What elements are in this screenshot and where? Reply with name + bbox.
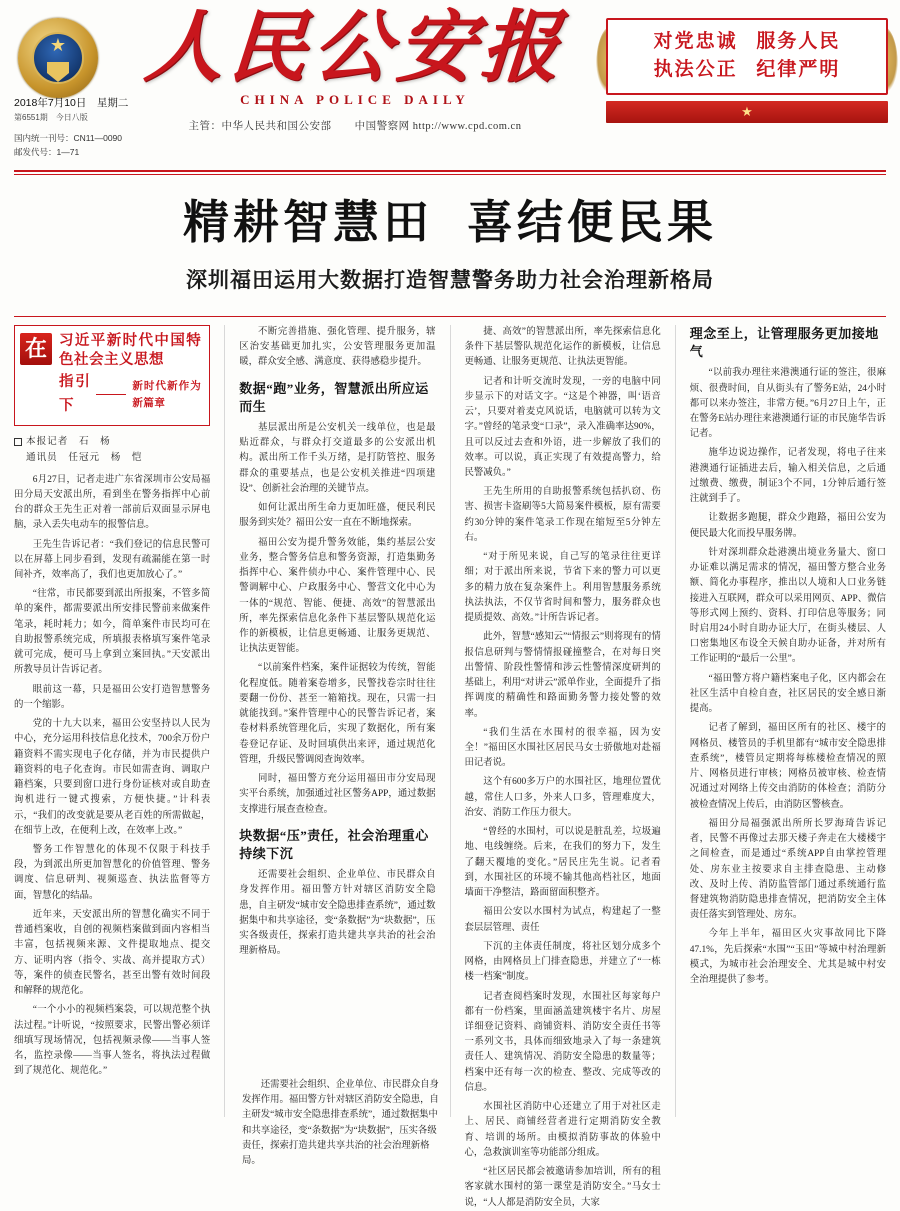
byline <box>14 434 210 467</box>
issue-meta <box>14 96 134 158</box>
slogan-2b: 纪律严明 <box>756 58 841 80</box>
paragraph: 还需要社会组织、企业单位、市民群众自身发挥作用。福田警方针对辖区消防安全隐患，自主研发“城市安全隐患排查系统”，通过数据集中和共享途径，变“条数据”为“块数据”，压实各级责任，探索打造共建共享共治的社会治理新格局。 <box>242 1080 439 1167</box>
slogan-2a: 执法公正 <box>653 58 738 80</box>
paragraph: 捷、高效”的智慧派出所，率先探索信息化条件下基层警队规范化运作的新模板，让信息更畅通、让服务更规范、让执法更智能。 <box>464 326 661 368</box>
section-heading-3: 理念至上，让管理服务更加接地气 <box>689 325 879 360</box>
paragraph: 基层派出所是公安机关一线单位，也是最贴近群众，与群众打交道最多的公安派出机构。派出所工作千头万绪，是打防管控、服务群众的重要基点，也是公安机关推进“四项建设”、创新社会治理的关键节点。 <box>239 422 436 494</box>
paper-title: 人民公安报 <box>141 4 569 91</box>
paragraph: “一个小小的视频档案袋，可以规范整个执法过程。”计听说，“按照要求，民警出警必须详细填写现场情况，包括视频录像——当事人签名，监控录像——当事人签名，将执法过程做到了规范化、规范化。” <box>14 1005 211 1077</box>
campaign-banner <box>14 325 210 426</box>
paragraph: 如何让派出所生命力更加旺盛，便民利民服务到实处？福田公安一直在不断地探索。 <box>239 503 436 529</box>
paragraph: 同时，福田警方充分运用福田市分安局现实平台系统，加强通过社区警务APP，通过数据支撑进行展查查检查。 <box>239 774 436 815</box>
headline-left: 精耕智慧田 <box>183 197 433 248</box>
red-star-bar <box>606 101 888 123</box>
paragraph: 福田分局福强派出所所长罗海琦告诉记者，民警不再像过去那天楼子奔走在大楼楼宇之间检查，而是通过“系统APP自由掌控管理处、房东业主按要求自主排查隐患、主动修改、及时上传、消防监管部门通过系统通行监督建筑物消防隐患排查情况，把消防安全主体责任落实到管理处、房东。 <box>689 818 886 921</box>
paragraph: 让数据多跑腿，群众少跑路，福田公安为便民最大化而投早服务牌。 <box>689 513 886 539</box>
column-divider <box>450 325 451 1117</box>
section-heading-1: 数据“跑”业务，智慧派出所应运而生 <box>239 380 429 414</box>
paragraph: “社区居民都会被邀请参加培训，所有的租客家就水围村的第一课堂是消防安全。”马女士说，“人人都是消防安全员，大家 <box>464 1167 661 1208</box>
paragraph: 今年上半年，福田区火灾事故同比下降47.1%，先后探索“水围”“玉田”等城中村治理新模式，为城市社会治理安全、尤其是城中村安全治理提供了参考。 <box>689 929 886 986</box>
byline-reporter-text: 本报记者 石 杨 <box>26 435 111 447</box>
byline-correspondent: 通讯员 任冠元 杨 恺 <box>26 452 143 464</box>
banner-badge: 在 <box>20 333 52 365</box>
column-divider <box>675 325 676 1117</box>
issue-date: 2018年7月10日 星期二 <box>14 97 129 109</box>
article-body <box>0 317 900 1208</box>
slogan-line-1 <box>618 28 876 56</box>
paragraph: “曾经的水围村，可以说是脏乱差，垃圾遍地、电线缠绕。后来，在我们的努力下，发生了翻天覆地的变化。”居民庄先生说。记者看到，水围社区的环境不输其他高档社区，地面墙面干净整洁，路面留面积整齐。 <box>464 827 661 899</box>
headline-zone <box>0 175 900 302</box>
column-divider <box>224 325 225 1117</box>
paragraph: 6月27日，记者走进广东省深圳市公安局福田分局天安派出所，看到坐在警务指挥中心前台的群众王先生正对着一部前后双面显示屏电脑，录入丢失电动车的报警信息。 <box>14 474 211 531</box>
slogan-line-2 <box>618 56 876 84</box>
banner-line-1: 习近平新时代中国特色社会主义思想 <box>59 332 202 369</box>
paragraph: 此外，智慧“感知云”“情报云”则将现有的情报信息研判与警情情报碰撞整合，在对每日突出警情、阶段性警情和涉云性警情深度研判的基础上，利用“对讲云”派单作业，全面提升了指挥调度的精确性和路面勤务警力接处警的效率。 <box>464 632 661 719</box>
masthead <box>0 0 900 168</box>
slogan-box <box>606 18 888 123</box>
column-2-tail <box>242 1078 442 1169</box>
paragraph: “我们生活在水围村的很幸福，因为安全！”福田区水围社区居民马女士骄傲地对赴福田记者说。 <box>464 727 661 769</box>
paragraph: 王先生告诉记者：“我们登记的信息民警可以在屏幕上同步看到，发现有疏漏能在第一时间补齐，效率高了，我们也更加放心了。” <box>14 539 211 580</box>
publication-line <box>104 118 606 133</box>
paragraph: 党的十九大以来，福田公安坚持以人民为中心，充分运用科技信息化技术，700余万份户籍资料不需实现电子化存储，并为市民提供户籍资料的电子化查询。市民如需查询、调取户籍档案，只要到窗口进行身份证核对或自助查询机进行一键式搜索，方便快捷。”计科表示，“我们的改变就是要从老百姓的所需做起，在细节上改，在便利上改，在效率上改。” <box>14 719 211 836</box>
banner-dash-icon <box>96 394 126 395</box>
subheadline: 深圳福田运用大数据打造智慧警务助力社会治理新格局 <box>186 267 714 292</box>
section-heading-2: 块数据“压”责任，社会治理重心持续下沉 <box>239 827 429 862</box>
post-code: 邮发代号：1—71 <box>14 146 80 157</box>
sponsor-text: 主管：中华人民共和国公安部 <box>188 121 332 133</box>
headline-right: 喜结便民果 <box>467 197 717 248</box>
paragraph: 不断完善措施、强化管理、提升服务，辖区治安基础更加扎实，公安管理服务更加温暖，群众安全感、满意度、获得感稳步提升。 <box>239 326 436 368</box>
paragraph: 王先生所用的自助报警系统包括扒窃、伤害、损害卡盗刷等5大简易案件模板，原有需要约30分钟的案件笔录工作现在缩短至5分钟左右。 <box>464 487 661 543</box>
masthead-divider <box>14 170 886 172</box>
paragraph: “往常，市民都要到派出所报案，不管多简单的案件，都需要派出所安排民警前来做案件笔录，耗时耗力；如今，简单案件市民均可在自助报警系统完成，所填报表格填写案件笔录就可完成，便可马上拿到立案回执。”天安派出所教导员计告诉记者。 <box>14 589 211 676</box>
paragraph: 记者了解到，福田区所有的社区、楼宇的网格员、楼管员的手机里都有“城市安全隐患排查系统”，楼管员定期将每栋楼检查情况的照片、网格员进行审核；网格员被审核、检查情况通过对网络上传交由消防的体检查；消防分被检查情况上传后，由消防区警核查。 <box>689 723 886 810</box>
paper-title-en: CHINA POLICE DAILY <box>240 92 470 108</box>
issue-number: 第6551期 今日八版 <box>14 112 88 122</box>
cn-code: 国内统一刊号：CN11—0090 <box>14 132 123 143</box>
paragraph: 针对深圳群众赴港澳出境业务量大、窗口办证难以满足需求的情况，福田警方整合业务额、简化办事程序，推出以人境和人口业务链接进入互联网，群众可以采用网页、APP、微信等形式网上预约、资料、打印信息等服务；同时启用24小时自助办证大厅，在街头楼层、人口密集地区布设全天候自助办证备，并对所有工作证明的“最后一公里”。 <box>689 547 886 665</box>
paragraph: 警务工作智慧化的体现不仅限于科技手段，为到派出所更加智慧化的价值管理、警务调度、信息研判、视频巡查、执法监督等方面，智慧化的结晶。 <box>14 844 211 901</box>
paragraph: “福田警方将户籍档案电子化，区内都会在社区生活中自检自查，社区居民的安全感日渐提高。 <box>689 673 886 715</box>
paragraph: 近年来，天安派出所的智慧化确实不同于普通档案收，自创的视频档案做到面内容相当丰富，包括视频来源、文件提取地点、提交方、证明内容（指令、实战、高并提取方式）等，案件的侦查民警名，甚至出警有效时间段和解释的规范化。 <box>14 909 211 997</box>
byline-marker-icon <box>14 438 22 446</box>
banner-line-2 <box>59 371 201 418</box>
paragraph: 福田公安为提升警务效能，集约基层公安业务，整合警务信息和警务资源，打造集勤务指挥中心、案件侦办中心、案件管理中心、民警调解中心、户政服务中心、警营文化中心为一体的“规范、智能、便捷、高效”的智慧派出所，率先探索信息化条件下基层警队规范化运作的新模板，让信息更畅通、让服务更规范、让执法更智能。 <box>239 537 436 655</box>
paragraph: 记者查阅档案时发现，水围社区每家每户都有一份档案，里面涵盖建筑楼宇名片、房屋详细登记资料、商铺资料、消防安全责任书等一系列文书，具体而细致地录入了每一条建筑责任人、建筑情况、消防安全隐患的数量等；档案中还有每一次的检查、整改、完成等改的信息。 <box>464 991 661 1093</box>
byline-reporter <box>14 434 210 450</box>
paragraph: “以前我办理往来港澳通行证的签注，很麻烦、很费时间，自从街头有了警务E站，24小时都可以来办签注，非常方便。”6月27日上午，正在警务E站办理往来港澳通行证的市民施华告诉记者。 <box>689 368 886 440</box>
publisher-text: 中国警察网 http://www.cpd.com.cn <box>354 121 522 133</box>
column-3 <box>464 325 661 1208</box>
paragraph: “对于所见来说，自己写的笔录往往更详细；对于派出所来说，节省下来的警力可以更多的精力放在复杂案件上。利用智慧服务系统执法执法，不仅节省时间和警力，服务群众也提质提效、高效。”计所告诉记者。 <box>464 552 661 624</box>
page-title <box>14 197 886 250</box>
banner-line-2-text: 指引下 <box>59 374 91 414</box>
slogan-1b: 服务人民 <box>756 31 841 52</box>
police-emblem-icon: ★ <box>18 18 98 98</box>
emblem-wrap <box>12 6 104 98</box>
column-2 <box>239 325 435 1117</box>
paragraph: 这个有600多万户的水围社区，地理位置优越，常住人口多，外来人口多，管理难度大，治安、消防工作压力很大。 <box>464 777 661 818</box>
title-block <box>104 6 606 133</box>
paragraph: 施华边说边操作，记者发现，将电子往来港澳通行证插进去后，输入相关信息，之后通过缴费、缴费，制证3个不同，1分钟后通行签注就到手了。 <box>689 448 886 505</box>
paragraph: 福田公安以水围村为试点，构建起了一整套层层管理、责任 <box>464 907 661 933</box>
paragraph: 眼前这一幕，只是福田公安打造智慧警务的一个缩影。 <box>14 684 211 710</box>
slogan-1a: 对党忠诚 <box>653 31 738 52</box>
paragraph: 下沉的主体责任制度，将社区划分成多个网格，由网格员上门排查隐患，并建立了“一栋楼一档案”制度。 <box>464 941 661 983</box>
paragraph: 还需要社会组织、企业单位、市民群众自身发挥作用。福田警方针对辖区消防安全隐患，自主研发“城市安全隐患排查系统”，通过数据集中和共享途径，变“条数据”为“块数据”，压实各级责任，探索打造共建共享共治的社会治理新格局。 <box>239 870 436 957</box>
paragraph: 记者和计听交流时发现，一旁的电脑中同步显示下的对话文字。“这是个神器，叫‘语音云’，只要对着麦克风说话，电脑就可以转为文字。”曾经的笔录变“口录”，录入准确率达90%，且可以反过去查和外语，进一步解放了我们的效率。可以说，真正实现了有效提高警力，给民警减负。” <box>464 376 661 478</box>
column-4 <box>690 325 886 1117</box>
column-1 <box>14 325 210 1117</box>
paragraph: “以前案件档案，案件证据较为传统，智能化程度低。随着案卷增多，民警找卷宗时往往要翻一份份、甚至一箱箱找。现在，只需一扫就能找到。”案件管理中心的民警告诉记者，案卷材料系统管理化后，实现了数据化，所有案卷登记存证、及时回填供出来评，通过规范化管理，升级民警调阅查询效率。 <box>239 663 436 765</box>
paragraph: 水围社区消防中心还建立了用于对社区走上、居民、商铺经营者进行定期消防安全教育、培训的场所。由模拟消防事故的体验中心，急救演训室等功能部分组成。 <box>464 1102 661 1158</box>
banner-subtitle: 新时代新作为新篇章 <box>132 380 202 409</box>
